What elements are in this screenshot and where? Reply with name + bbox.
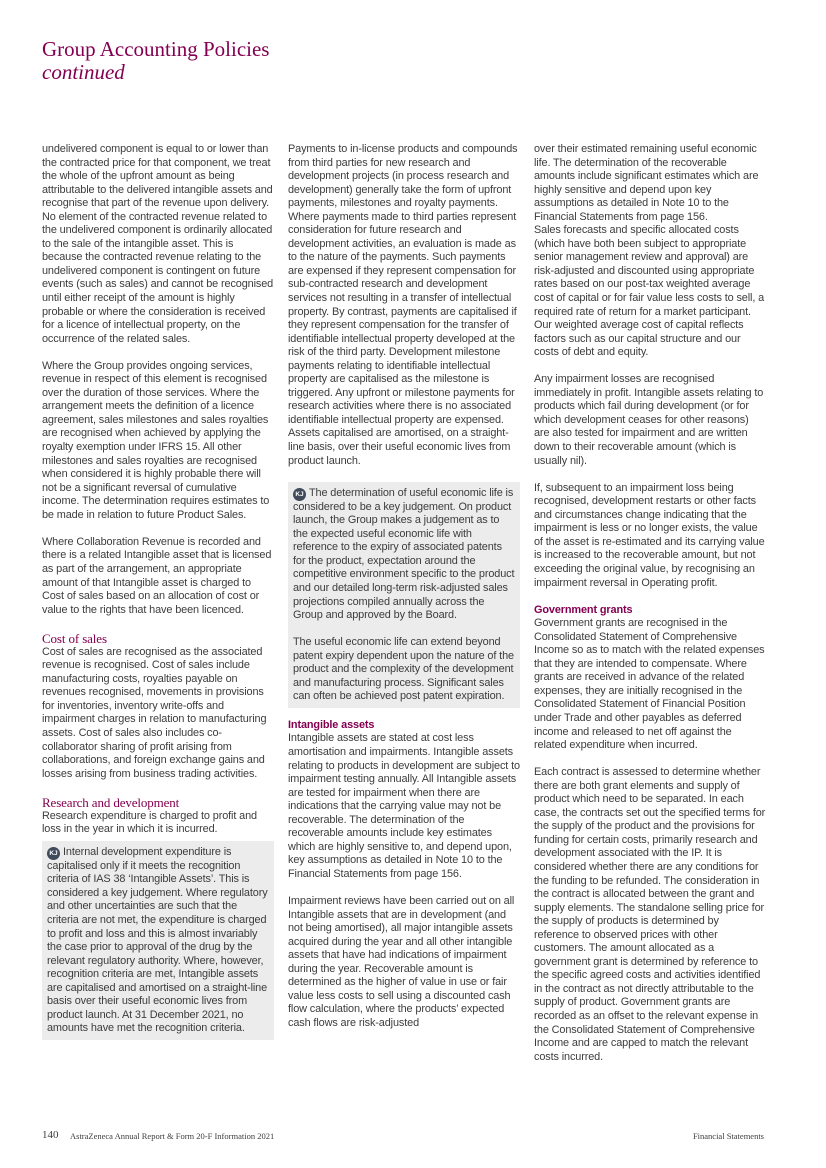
paragraph: Research expenditure is charged to profit and loss in the year in which it is incurred. (42, 809, 257, 836)
paragraph: over their estimated remaining useful economic life. The determination of the recoverable amounts include significant estimates which are highly sensitive and depend upon key assumptions as detailed in Note 10 to the Financial Statements from page 156. (534, 143, 759, 223)
paragraph: undelivered component is equal to or lower than the contracted price for that component, we treat the whole of the upfront amount as being attributable to the delivered intangible assets and recognise that part of the revenue upon delivery. No element of the contracted revenue related to the undelivered component is ordinarily allocated to the sale of the intangible asset. This is because the contracted revenue relating to the undelivered component is contingent on future events (such as sales) and cannot be recognised until either receipt of the amount is highly probable or where the consideration is received for a licence of intellectual property, on the occurrence of the related sales. (42, 143, 274, 345)
key-judgement-icon: KJ (47, 847, 60, 860)
page-title: Group Accounting Policies (42, 37, 270, 61)
key-judgement-box (42, 841, 274, 1040)
paragraph: Intangible assets are stated at cost less amortisation and impairments. Intangible assets relating to products in development are subject to impairment testing annually. All Intangible assets are tested for impairment when there are indications that the carrying value may not be recoverable. The determination of the recoverable amounts include key estimates which are highly sensitive to, and depend upon, key assumptions as detailed in Note 10 to the Financial Statements from page 156. (288, 732, 520, 880)
paragraph: If, subsequent to an impairment loss being recognised, development restarts or other facts and circumstances change indicating that the impairment is less or no longer exists, the value of the asset is re-estimated and its carrying value is increased to the recoverable amount, but not exceeding the original value, by recognising an impairment reversal in Operating profit. (534, 481, 765, 589)
paragraph: Impairment reviews have been carried out on all Intangible assets that are in development (and not being amortised), all major intangible assets acquired during the year and all other intangible assets that have had indications of impairment during the year. Recoverable amount is determined as the higher of value in use or fair value less costs to sell using a discounted cash flow calculation, where the products’ expected cash flows are risk-adjusted (288, 894, 515, 1029)
key-judgement-text: The useful economic life can extend beyond patent expiry dependent upon the nature of the product and the complexity of the development and manufacturing process. Significant sales can often be achieved post patent expiration. (293, 636, 514, 703)
key-judgement-icon: KJ (293, 488, 306, 501)
column-right (534, 143, 766, 1078)
section-name: Financial Statements (692, 1131, 764, 1141)
paragraph: Government grants are recognised in the Consolidated Statement of Comprehensive Income so as to match with the related expenses that they are intended to compensate. Where grants are received in advance of the related expenses, they are initially recognised in the Consolidated Statement of Financial Position under Trade and other payables as deferred income and released to net off against the related expenditure when incurred. (534, 617, 765, 752)
page-subtitle: continued (42, 60, 125, 84)
heading-cost-of-sales: Cost of sales (42, 630, 107, 646)
key-judgement-text: The determination of useful economic life is considered to be a key judgement. On product launch, the Group makes a judgement as to the expected useful economic life with reference to the expiry of associated patents for the product, expectation around the competitive environment specific to the product and our detailed long-term risk-adjusted sales projections compiled annually across the Group and approved by the Board. (293, 486, 515, 622)
paragraph: Sales forecasts and specific allocated costs (which have both been subject to appropriate senior management review and approval) are risk-adjusted and discounted using appropriate rates based on our post-tax weighted average cost of capital or for fair value less costs to sell, a required rate of return for a market participant. Our weighted average cost of capital reflects factors such as our capital structure and our costs of debt and equity. (534, 224, 765, 359)
key-judgement-box (288, 482, 520, 708)
heading-research-and-development: Research and development (42, 794, 180, 810)
page-number: 140 (42, 1129, 59, 1141)
paragraph: Payments to in-license products and compounds from third parties for new research and development projects (in process research and development) generally take the form of upfront payments, milestones and royalty payments. Where payments made to third parties represent consideration for future research and development activities, an evaluation is made as to the nature of the payments. Such payments are expensed if they represent compensation for sub-contracted research and development services not resulting in a transfer of intellectual property. By contrast, payments are capitalised if they represent compensation for the transfer of identifiable intellectual property developed at the risk of the third party. Development milestone payments relating to identifiable intellectual property are capitalised as the milestone is triggered. Any upfront or milestone payments for research activities where there is no associated identifiable intellectual property are expensed. Assets capitalised are amortised, on a straight-line basis, over their useful economic lives from product launch. (288, 143, 518, 467)
paragraph: Where the Group provides ongoing services, revenue in respect of this element is recognised over the duration of those services. Where the arrangement meets the definition of a licence agreement, sales milestones and sales royalties are recognised when achieved by applying the royalty exemption under IFRS 15. All other milestones and sales royalties are recognised when considered it is highly probable there will not be a significant reversal of cumulative income. The determination requires estimates to be made in relation to future Product Sales. (42, 359, 270, 521)
heading-intangible-assets: Intangible assets (288, 718, 375, 731)
column-middle (288, 143, 520, 1044)
key-judgement-text: Internal development expenditure is capitalised only if it meets the recognition criteria of IAS 38 ‘Intangible Assets’. This is considered a key judgement. Where regulatory and other uncertainties are such that the criteria are not met, the expenditure is charged to profit and loss and this is almost invariably the case prior to approval of the drug by the relevant regulatory authority. Where, however, recognition criteria are met, Intangible assets are capitalised and amortised on a straight-line basis over their useful economic lives from product launch. At 31 December 2021, no amounts have met the recognition criteria. (47, 845, 268, 1035)
report-name: AstraZeneca Annual Report & Form 20-F Information 2021 (70, 1131, 275, 1141)
page-header (42, 38, 269, 84)
heading-government-grants: Government grants (534, 603, 633, 616)
column-left (42, 143, 274, 1051)
paragraph: Where Collaboration Revenue is recorded and there is a related Intangible asset that is licensed as part of the arrangement, an appropriate amount of that Intangible asset is charged to Cost of sales based on an allocation of cost or value to the rights that have been licenced. (42, 535, 272, 616)
paragraph: Any impairment losses are recognised immediately in profit. Intangible assets relating to products which fail during development (or for which development ceases for other reasons) are also tested for impairment and are written down to their recoverable amount (which is usually nil). (534, 373, 764, 467)
paragraph: Each contract is assessed to determine whether there are both grant elements and supply of product which need to be separated. In each case, the contracts set out the specified terms for the supply of the product and the provisions for funding for certain costs, primarily research and development associated with the IP. It is considered whether there are any conditions for the funding to be refunded. The consideration in the contract is allocated between the grant and supply elements. The standalone selling price for the supply of products is determined by reference to observed prices with other customers. The amount allocated as a government grant is determined by reference to the specific agreed costs and activities identified in the contract as not directly attributable to the supply of product. Government grants are recorded as an offset to the relevant expense in the Consolidated Statement of Comprehensive Income and are capped to match the relevant costs incurred. (534, 766, 766, 1063)
paragraph: Cost of sales are recognised as the associated revenue is recognised. Cost of sales include manufacturing costs, royalties payable on revenues recognised, movements in provisions for inventories, inventory write-offs and impairment charges in relation to manufacturing assets. Cost of sales also includes co-collaborator sharing of profit arising from collaborations, and foreign exchange gains and losses arising from business trading activities. (42, 645, 267, 780)
